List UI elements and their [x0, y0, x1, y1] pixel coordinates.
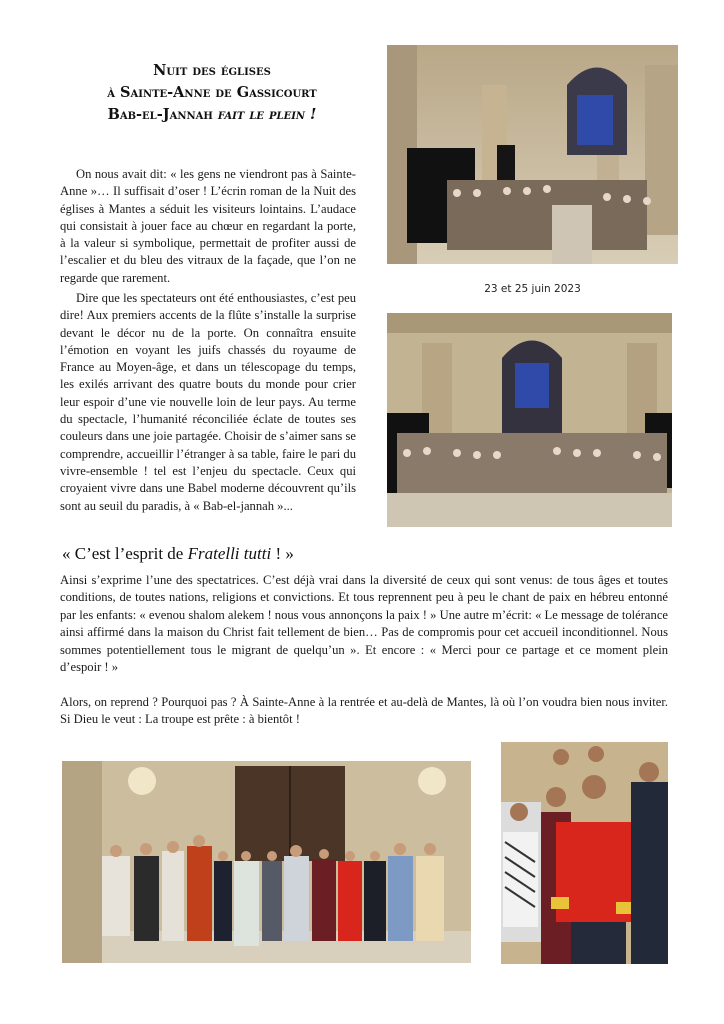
- paragraph-spectators: [60, 290, 356, 515]
- quote-heading: [62, 544, 294, 564]
- photo-audience-nave: [387, 45, 678, 264]
- paragraph-testimonials-text: Ainsi s’exprime l’une des spectatrices. C’est déjà vrai dans la diversité de ceux qui sont venus: de tous âges et toutes conditions, de toutes nations, religions et convictions. Et tous reprennent peu à peu le chant de paix en hébreu entonné par les enfants: « evenou shalom alekem ! nous vous annonçons la paix ! » Une autre m’écrit: « Le message de tolérance ainsi affirmé dans la maison du Christ fait tellement de bien… Pas de compromis pour cet accueil inconditionnel. Nous sommes potentiellement tous le migrant de quelqu’un ». Et encore : « Merci pour ce partage et ce moment plein d’espoir ! »: [60, 573, 668, 675]
- paragraph-closing-text: Alors, on reprend ? Pourquoi pas ? À Sainte-Anne à la rentrée et au-delà de Mantes, là où l’on voudra bien nous inviter. Si Dieu le veut : La troupe est prête : à bientôt !: [60, 695, 668, 727]
- quote-heading-suffix: ! »: [271, 544, 294, 563]
- title-tagline: fait le plein !: [212, 106, 317, 123]
- photo-date-caption: 23 et 25 juin 2023: [484, 283, 581, 295]
- title-show-name: Bab-el-Jannah: [107, 106, 213, 123]
- photo-audience-stained-glass: [387, 313, 672, 527]
- paragraph-closing: [60, 694, 668, 729]
- title-line-1: Nuit des églises: [153, 62, 271, 79]
- quote-heading-title: Fratelli tutti: [187, 544, 272, 563]
- photo-cast-group: [62, 761, 471, 963]
- photo-children-costumes: [501, 742, 668, 964]
- paragraph-intro-text: On nous avait dit: « les gens ne viendront pas à Sainte-Anne »… Il suffisait d’oser ! L’écrin roman de la Nuit des églises à Mantes a séduit les visiteurs lointains. L’audace qui consistait à jouer face au chœur en regardant la porte, à la valeur si symbolique, permettait de profiter aussi de l’escalier et du bleu des vitraux de la façade, que l’on ne regarde que rarement.: [60, 167, 356, 285]
- article-title: [62, 60, 362, 126]
- title-line-3: [62, 104, 362, 126]
- paragraph-testimonials: [60, 572, 668, 676]
- quote-heading-prefix: « C’est l’esprit de: [62, 544, 188, 563]
- paragraph-spectators-text: Dire que les spectateurs ont été enthousiastes, c’est peu dire! Aux premiers accents de la flûte s’installe la surprise devant le décor nu de la porte. On connaîtra ensuite l’émotion en voyant les juifs chassés du royaume de France au Moyen-âge, et dans un télescopage du temps, les exilés arrivant des quatre bouts du monde pour crier leur espoir d’une vie nouvelle loin de leur pays. Au terme du spectacle, l’humanité réconciliée éclate de toutes ses couleurs dans une joie partagée. Choisir de s’aimer sans se comprendre, accueillir l’étranger à sa table, faire le pari du vivre-ensemble ! tel est l’enjeu du spectacle. Ceux qui croyaient vivre dans une Babel moderne découvrent qu’ils sont au seuil du paradis, à « Bab-el-jannah »...: [60, 291, 356, 513]
- title-line-2: à Sainte-Anne de Gassicourt: [107, 84, 317, 101]
- paragraph-intro: [60, 166, 356, 287]
